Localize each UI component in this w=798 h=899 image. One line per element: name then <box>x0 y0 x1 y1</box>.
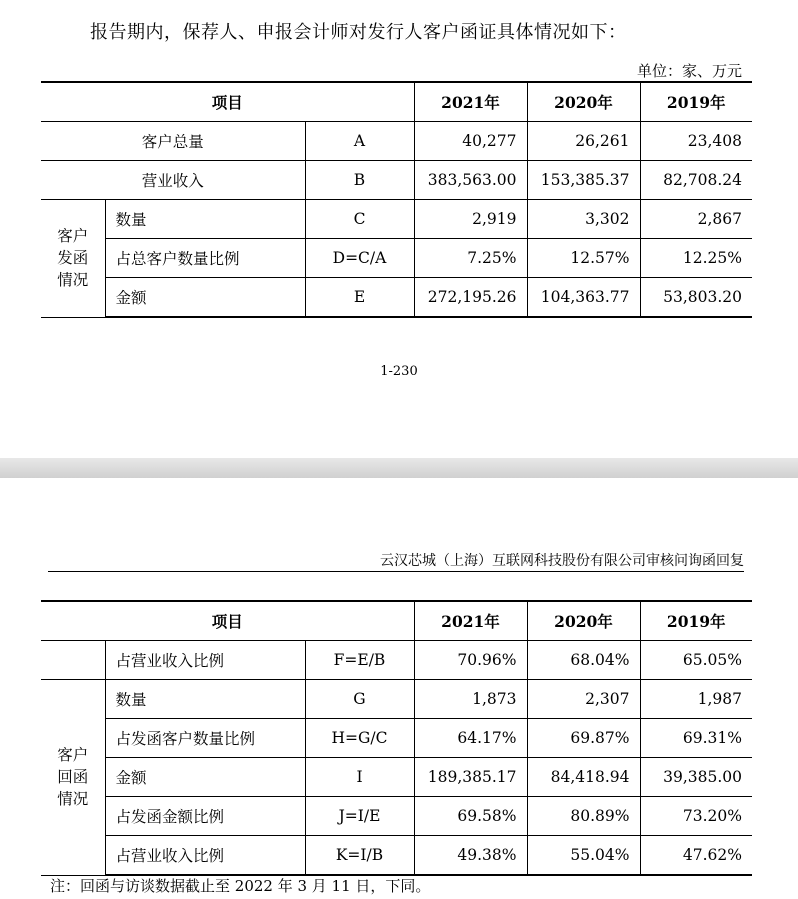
cell-2021: 1,873 <box>414 680 527 719</box>
cell-2019: 12.25% <box>640 239 752 278</box>
cell-2021: 2,919 <box>414 200 527 239</box>
table-row <box>41 161 752 200</box>
cell-2021: 7.25% <box>414 239 527 278</box>
table-row <box>41 719 752 758</box>
header-2020: 2020年 <box>527 601 640 641</box>
cell-2021: 383,563.00 <box>414 161 527 200</box>
row-code: C <box>305 200 414 239</box>
table-row <box>41 200 752 239</box>
cell-2021: 49.38% <box>414 836 527 876</box>
cell-2021: 70.96% <box>414 641 527 680</box>
cell-2019: 73.20% <box>640 797 752 836</box>
cell-2020: 55.04% <box>527 836 640 876</box>
row-label: 营业收入 <box>41 161 305 200</box>
table-row <box>41 680 752 719</box>
row-label: 占营业收入比例 <box>105 641 305 680</box>
header-2020: 2020年 <box>527 82 640 122</box>
row-code: F=E/B <box>305 641 414 680</box>
cell-2020: 26,261 <box>527 122 640 161</box>
row-code: B <box>305 161 414 200</box>
row-code: I <box>305 758 414 797</box>
row-label: 金额 <box>105 758 305 797</box>
table-client-confirmation-returned <box>41 600 752 876</box>
header-2019: 2019年 <box>640 82 752 122</box>
cell-2019: 47.62% <box>640 836 752 876</box>
cell-2020: 69.87% <box>527 719 640 758</box>
row-label: 数量 <box>105 680 305 719</box>
table-row <box>41 122 752 161</box>
row-label: 金额 <box>105 278 305 318</box>
row-label: 客户总量 <box>41 122 305 161</box>
cell-2019: 23,408 <box>640 122 752 161</box>
cell-2020: 12.57% <box>527 239 640 278</box>
row-label: 占发函金额比例 <box>105 797 305 836</box>
cell-2020: 104,363.77 <box>527 278 640 318</box>
document-header: 云汉芯城（上海）互联网科技股份有限公司审核问询函回复 <box>380 553 744 569</box>
row-label: 占营业收入比例 <box>105 836 305 876</box>
cell-2021: 189,385.17 <box>414 758 527 797</box>
cell-2020: 68.04% <box>527 641 640 680</box>
intro-text: 报告期内，保荐人、申报会计师对发行人客户函证具体情况如下： <box>90 22 627 43</box>
row-code: J=I/E <box>305 797 414 836</box>
cell-2020: 3,302 <box>527 200 640 239</box>
header-2021: 2021年 <box>414 82 527 122</box>
cell-2021: 64.17% <box>414 719 527 758</box>
row-code: A <box>305 122 414 161</box>
page-gap <box>0 458 798 478</box>
table-row <box>41 239 752 278</box>
row-code: G <box>305 680 414 719</box>
cell-2020: 84,418.94 <box>527 758 640 797</box>
row-label: 占发函客户数量比例 <box>105 719 305 758</box>
page-number: 1-230 <box>380 364 418 379</box>
group-continuation-cell <box>41 641 105 680</box>
cell-2020: 80.89% <box>527 797 640 836</box>
cell-2019: 82,708.24 <box>640 161 752 200</box>
row-code: E <box>305 278 414 318</box>
row-code: H=G/C <box>305 719 414 758</box>
cell-2020: 153,385.37 <box>527 161 640 200</box>
cell-2021: 40,277 <box>414 122 527 161</box>
cell-2019: 65.05% <box>640 641 752 680</box>
header-2019: 2019年 <box>640 601 752 641</box>
table-row <box>41 836 752 876</box>
cell-2019: 53,803.20 <box>640 278 752 318</box>
row-code: K=I/B <box>305 836 414 876</box>
group-label-sent: 客户发函情况 <box>41 200 105 318</box>
header-2021: 2021年 <box>414 601 527 641</box>
cell-2019: 39,385.00 <box>640 758 752 797</box>
table-row <box>41 641 752 680</box>
unit-label: 单位：家、万元 <box>636 62 742 80</box>
cell-2021: 69.58% <box>414 797 527 836</box>
cell-2019: 69.31% <box>640 719 752 758</box>
table-client-confirmation-sent <box>41 81 752 318</box>
row-code: D=C/A <box>305 239 414 278</box>
cell-2019: 1,987 <box>640 680 752 719</box>
footnote: 注：回函与访谈数据截止至 2022 年 3 月 11 日，下同。 <box>50 877 431 895</box>
table-header-row <box>41 601 752 641</box>
group-label-returned: 客户回函情况 <box>41 680 105 876</box>
header-item: 项目 <box>41 82 414 122</box>
header-rule <box>48 571 744 572</box>
table-row <box>41 758 752 797</box>
table-row <box>41 278 752 318</box>
table-header-row <box>41 82 752 122</box>
cell-2020: 2,307 <box>527 680 640 719</box>
cell-2021: 272,195.26 <box>414 278 527 318</box>
table-row <box>41 797 752 836</box>
row-label: 占总客户数量比例 <box>105 239 305 278</box>
cell-2019: 2,867 <box>640 200 752 239</box>
row-label: 数量 <box>105 200 305 239</box>
header-item: 项目 <box>41 601 414 641</box>
